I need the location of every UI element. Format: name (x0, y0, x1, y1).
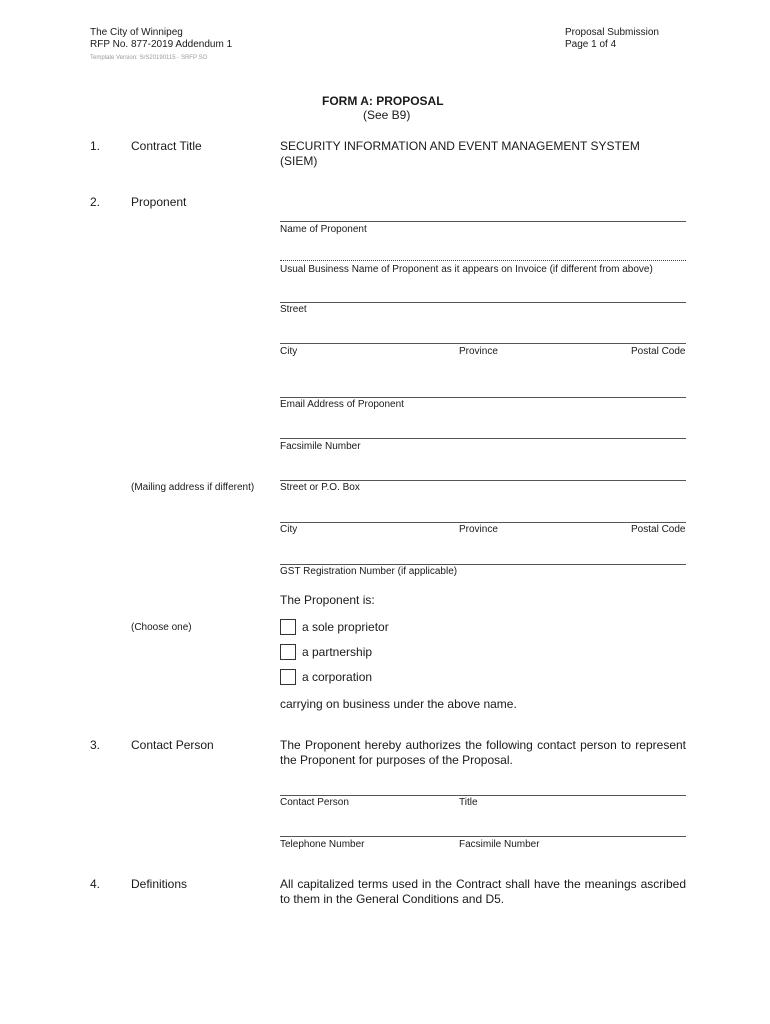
email-label: Email Address of Proponent (280, 399, 404, 410)
header-left-line2: RFP No. 877-2019 Addendum 1 (90, 39, 233, 50)
mailing-province-label: Province (459, 524, 498, 535)
telephone-facsimile-line[interactable] (280, 836, 686, 837)
contact-person-label: Contact Person (280, 797, 349, 808)
template-version: Template Version: SrS20190115 - SRFP SO (90, 55, 208, 61)
contract-title-line1: SECURITY INFORMATION AND EVENT MANAGEMENT SYSTEM (280, 139, 640, 153)
mailing-city-label: City (280, 524, 298, 535)
corporation-checkbox[interactable] (280, 669, 296, 685)
definitions-paragraph: All capitalized terms used in the Contract shall have the meanings ascribed to them in the General Conditions and D5. (280, 877, 686, 906)
section-2-label: Proponent (131, 195, 187, 209)
sole-proprietor-checkbox[interactable] (280, 619, 296, 635)
section-3-label: Contact Person (131, 738, 214, 752)
street-po-box-line[interactable] (280, 480, 686, 481)
header-right-line1: Proposal Submission (565, 27, 659, 38)
usual-business-name-label: Usual Business Name of Proponent as it appears on Invoice (if different from above) (280, 264, 653, 275)
section-2-number: 2. (90, 195, 101, 209)
section-1-label: Contract Title (131, 139, 202, 153)
postal-code-label: Postal Code (631, 346, 686, 357)
title-label: Title (459, 797, 478, 808)
section-4-number: 4. (90, 877, 101, 891)
province-label: Province (459, 346, 498, 357)
contact-facsimile-label: Facsimile Number (459, 839, 540, 850)
page-number: Page 1 of 4 (565, 39, 617, 50)
street-po-box-label: Street or P.O. Box (280, 482, 360, 493)
name-of-proponent-line[interactable] (280, 221, 686, 222)
mailing-postal-code-label: Postal Code (631, 524, 686, 535)
corporation-label: a corporation (302, 670, 373, 684)
form-subtitle: (See B9) (363, 108, 411, 122)
sole-proprietor-label: a sole proprietor (302, 620, 389, 634)
telephone-label: Telephone Number (280, 839, 365, 850)
choose-one-note: (Choose one) (131, 622, 192, 633)
partnership-checkbox[interactable] (280, 644, 296, 660)
section-3-number: 3. (90, 738, 101, 752)
city-label: City (280, 346, 298, 357)
usual-business-name-line[interactable] (280, 260, 686, 261)
gst-label: GST Registration Number (if applicable) (280, 566, 458, 577)
section-1-number: 1. (90, 139, 101, 153)
gst-line[interactable] (280, 564, 686, 565)
partnership-label: a partnership (302, 645, 373, 659)
mailing-city-province-postal-line[interactable] (280, 522, 686, 523)
header-left-line1: The City of Winnipeg (90, 27, 183, 38)
street-line[interactable] (280, 302, 686, 303)
facsimile-label: Facsimile Number (280, 441, 361, 452)
facsimile-line[interactable] (280, 438, 686, 439)
carrying-on-business-text: carrying on business under the above name. (280, 697, 517, 711)
contact-person-line[interactable] (280, 795, 686, 796)
street-label: Street (280, 304, 307, 315)
form-title: FORM A: PROPOSAL (322, 94, 444, 108)
proponent-is-heading: The Proponent is: (280, 593, 375, 607)
city-province-postal-line[interactable] (280, 343, 686, 344)
email-line[interactable] (280, 397, 686, 398)
section-4-label: Definitions (131, 877, 188, 891)
contact-person-paragraph: The Proponent hereby authorizes the following contact person to represent the Proponent for purposes of the Proposal. (280, 738, 686, 767)
name-of-proponent-label: Name of Proponent (280, 224, 367, 235)
mailing-address-note: (Mailing address if different) (131, 482, 255, 493)
contract-title-line2: (SIEM) (280, 154, 318, 168)
